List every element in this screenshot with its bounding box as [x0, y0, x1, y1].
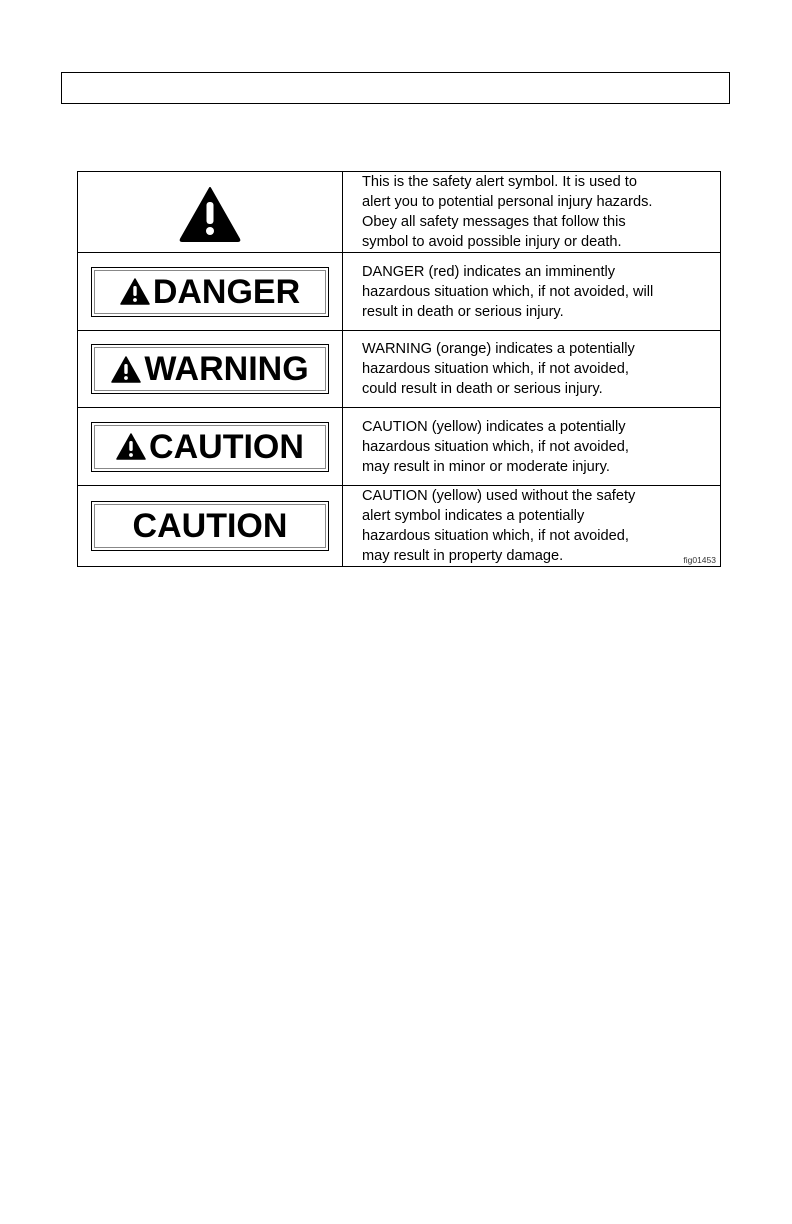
- safety-alert-triangle-icon: [111, 356, 141, 383]
- description-cell: [343, 172, 721, 253]
- caution-description: CAUTION (yellow) indicates a potentially hazardous situation which, if not avoided, may result in minor or moderate injury.: [362, 418, 629, 475]
- safety-alert-triangle-icon: [116, 433, 146, 460]
- safety-alert-triangle-icon: [179, 186, 241, 242]
- safety-alert-description: This is the safety alert symbol. It is used to alert you to potential personal injury hazards. Obey all safety messages that follow this symbol to avoid possible injury or death.: [362, 174, 653, 250]
- caution-sign-with-symbol: [91, 422, 329, 472]
- description-cell: [343, 253, 721, 331]
- danger-signal-word: DANGER: [152, 272, 301, 311]
- caution-sign-without-symbol: [91, 501, 329, 551]
- danger-sign: [91, 267, 329, 317]
- description-cell: [343, 408, 721, 486]
- danger-description: DANGER (red) indicates an imminently hazardous situation which, if not avoided, will result in death or serious injury.: [362, 263, 654, 320]
- warning-description: WARNING (orange) indicates a potentially hazardous situation which, if not avoided, could result in death or serious injury.: [362, 341, 635, 397]
- header-box: [61, 72, 730, 104]
- warning-sign: [91, 344, 329, 394]
- table-row-caution-without-symbol: [78, 486, 721, 567]
- safety-signal-words-table: [77, 171, 721, 567]
- safety-alert-triangle-icon: [120, 278, 150, 305]
- figure-id: fig01453: [683, 554, 716, 565]
- table-row-danger: [78, 253, 721, 331]
- sign-cell: [78, 408, 343, 486]
- symbol-cell: [78, 172, 343, 253]
- sign-cell: [78, 486, 343, 567]
- description-cell: [343, 331, 721, 408]
- caution-no-symbol-description: CAUTION (yellow) used without the safety alert symbol indicates a potentially hazardous situation which, if not avoided, may result in property damage.: [362, 488, 636, 564]
- sign-cell: [78, 253, 343, 331]
- table-row-safety-alert-symbol: [78, 172, 721, 253]
- caution-signal-word: CAUTION: [132, 507, 288, 545]
- table-row-caution-with-symbol: [78, 408, 721, 486]
- description-cell: [343, 486, 721, 567]
- table-row-warning: [78, 331, 721, 408]
- sign-cell: [78, 331, 343, 408]
- caution-signal-word: CAUTION: [149, 427, 304, 466]
- warning-signal-word: WARNING: [144, 350, 309, 388]
